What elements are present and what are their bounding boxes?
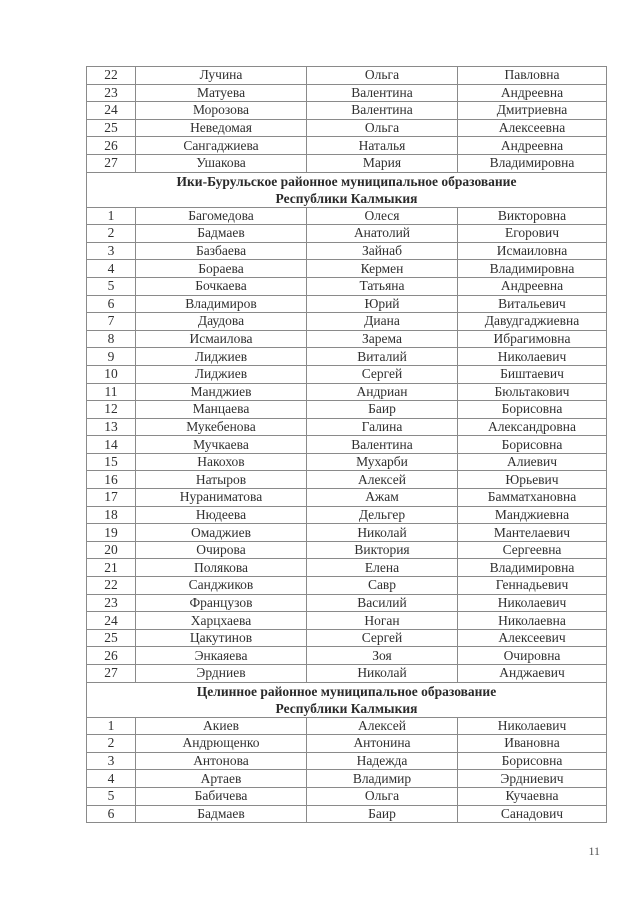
surname-cell: Нюдеева bbox=[136, 506, 307, 524]
row-number: 27 bbox=[87, 154, 136, 172]
first-name-cell: Алексей bbox=[307, 471, 458, 489]
table-row bbox=[87, 752, 607, 770]
table-row bbox=[87, 665, 607, 683]
row-number: 16 bbox=[87, 471, 136, 489]
section-header-row bbox=[87, 172, 607, 207]
first-name-cell: Елена bbox=[307, 559, 458, 577]
row-number: 5 bbox=[87, 277, 136, 295]
row-number: 5 bbox=[87, 787, 136, 805]
surname-cell: Накохов bbox=[136, 453, 307, 471]
table-row bbox=[87, 225, 607, 243]
surname-cell: Манцаева bbox=[136, 401, 307, 419]
table-row bbox=[87, 612, 607, 630]
table-row bbox=[87, 137, 607, 155]
table-row bbox=[87, 313, 607, 331]
table-row bbox=[87, 277, 607, 295]
patronymic-cell: Николаевич bbox=[458, 594, 607, 612]
table-row bbox=[87, 524, 607, 542]
table-row bbox=[87, 577, 607, 595]
table-row bbox=[87, 453, 607, 471]
row-number: 3 bbox=[87, 242, 136, 260]
patronymic-cell: Витальевич bbox=[458, 295, 607, 313]
row-number: 6 bbox=[87, 805, 136, 823]
surname-cell: Матуева bbox=[136, 84, 307, 102]
patronymic-cell: Борисовна bbox=[458, 401, 607, 419]
first-name-cell: Ольга bbox=[307, 67, 458, 85]
surname-cell: Очирова bbox=[136, 541, 307, 559]
patronymic-cell: Манджиевна bbox=[458, 506, 607, 524]
row-number: 26 bbox=[87, 647, 136, 665]
first-name-cell: Диана bbox=[307, 313, 458, 331]
table-row bbox=[87, 207, 607, 225]
row-number: 25 bbox=[87, 629, 136, 647]
first-name-cell: Ольга bbox=[307, 787, 458, 805]
surname-cell: Акиев bbox=[136, 717, 307, 735]
patronymic-cell: Владимировна bbox=[458, 260, 607, 278]
row-number: 1 bbox=[87, 717, 136, 735]
patronymic-cell: Владимировна bbox=[458, 154, 607, 172]
row-number: 21 bbox=[87, 559, 136, 577]
table-row bbox=[87, 260, 607, 278]
patronymic-cell: Геннадьевич bbox=[458, 577, 607, 595]
patronymic-cell: Андреевна bbox=[458, 277, 607, 295]
surname-cell: Бочкаева bbox=[136, 277, 307, 295]
patronymic-cell: Бюльтакович bbox=[458, 383, 607, 401]
surname-cell: Базбаева bbox=[136, 242, 307, 260]
table-row bbox=[87, 594, 607, 612]
patronymic-cell: Кучаевна bbox=[458, 787, 607, 805]
table-row bbox=[87, 365, 607, 383]
table-row bbox=[87, 506, 607, 524]
row-number: 8 bbox=[87, 330, 136, 348]
patronymic-cell: Николаевич bbox=[458, 717, 607, 735]
first-name-cell: Дельгер bbox=[307, 506, 458, 524]
row-number: 14 bbox=[87, 436, 136, 454]
first-name-cell: Виктория bbox=[307, 541, 458, 559]
row-number: 23 bbox=[87, 594, 136, 612]
patronymic-cell: Владимировна bbox=[458, 559, 607, 577]
surname-cell: Манджиев bbox=[136, 383, 307, 401]
patronymic-cell: Мантелаевич bbox=[458, 524, 607, 542]
table-row bbox=[87, 102, 607, 120]
first-name-cell: Владимир bbox=[307, 770, 458, 788]
first-name-cell: Мария bbox=[307, 154, 458, 172]
row-number: 25 bbox=[87, 119, 136, 137]
surname-cell: Сангаджиева bbox=[136, 137, 307, 155]
patronymic-cell: Давудгаджиевна bbox=[458, 313, 607, 331]
row-number: 9 bbox=[87, 348, 136, 366]
row-number: 2 bbox=[87, 225, 136, 243]
row-number: 19 bbox=[87, 524, 136, 542]
table-row bbox=[87, 770, 607, 788]
first-name-cell: Анатолий bbox=[307, 225, 458, 243]
patronymic-cell: Очировна bbox=[458, 647, 607, 665]
surname-cell: Энкаяева bbox=[136, 647, 307, 665]
surname-cell: Мучкаева bbox=[136, 436, 307, 454]
table-row bbox=[87, 629, 607, 647]
surname-cell: Бораева bbox=[136, 260, 307, 278]
surname-cell: Французов bbox=[136, 594, 307, 612]
patronymic-cell: Санадович bbox=[458, 805, 607, 823]
surname-cell: Даудова bbox=[136, 313, 307, 331]
row-number: 24 bbox=[87, 102, 136, 120]
patronymic-cell: Николаевич bbox=[458, 348, 607, 366]
section-title-line2: Республики Калмыкия bbox=[275, 190, 418, 206]
first-name-cell: Баир bbox=[307, 401, 458, 419]
patronymic-cell: Алиевич bbox=[458, 453, 607, 471]
surname-cell: Бадмаев bbox=[136, 805, 307, 823]
table-row bbox=[87, 383, 607, 401]
table-row bbox=[87, 242, 607, 260]
first-name-cell: Валентина bbox=[307, 436, 458, 454]
table-row bbox=[87, 735, 607, 753]
first-name-cell: Татьяна bbox=[307, 277, 458, 295]
surname-cell: Санджиков bbox=[136, 577, 307, 595]
row-number: 1 bbox=[87, 207, 136, 225]
patronymic-cell: Борисовна bbox=[458, 752, 607, 770]
first-name-cell: Валентина bbox=[307, 84, 458, 102]
names-table bbox=[86, 66, 607, 823]
patronymic-cell: Ивановна bbox=[458, 735, 607, 753]
first-name-cell: Андриан bbox=[307, 383, 458, 401]
first-name-cell: Юрий bbox=[307, 295, 458, 313]
first-name-cell: Наталья bbox=[307, 137, 458, 155]
surname-cell: Багомедова bbox=[136, 207, 307, 225]
section-title-line1: Ики-Бурульское районное муниципальное образование bbox=[176, 173, 517, 189]
patronymic-cell: Андреевна bbox=[458, 137, 607, 155]
row-number: 24 bbox=[87, 612, 136, 630]
row-number: 27 bbox=[87, 665, 136, 683]
row-number: 4 bbox=[87, 260, 136, 278]
surname-cell: Андрющенко bbox=[136, 735, 307, 753]
section-header-row bbox=[87, 682, 607, 717]
row-number: 17 bbox=[87, 489, 136, 507]
row-number: 12 bbox=[87, 401, 136, 419]
row-number: 22 bbox=[87, 67, 136, 85]
first-name-cell: Надежда bbox=[307, 752, 458, 770]
surname-cell: Нураниматова bbox=[136, 489, 307, 507]
first-name-cell: Зоя bbox=[307, 647, 458, 665]
patronymic-cell: Юрьевич bbox=[458, 471, 607, 489]
first-name-cell: Зарема bbox=[307, 330, 458, 348]
surname-cell: Цакутинов bbox=[136, 629, 307, 647]
row-number: 23 bbox=[87, 84, 136, 102]
patronymic-cell: Николаевна bbox=[458, 612, 607, 630]
surname-cell: Лучина bbox=[136, 67, 307, 85]
first-name-cell: Николай bbox=[307, 665, 458, 683]
first-name-cell: Антонина bbox=[307, 735, 458, 753]
surname-cell: Натыров bbox=[136, 471, 307, 489]
patronymic-cell: Бамматхановна bbox=[458, 489, 607, 507]
first-name-cell: Ольга bbox=[307, 119, 458, 137]
table-row bbox=[87, 805, 607, 823]
patronymic-cell: Дмитриевна bbox=[458, 102, 607, 120]
patronymic-cell: Анджаевич bbox=[458, 665, 607, 683]
first-name-cell: Олеся bbox=[307, 207, 458, 225]
surname-cell: Ушакова bbox=[136, 154, 307, 172]
row-number: 15 bbox=[87, 453, 136, 471]
first-name-cell: Галина bbox=[307, 418, 458, 436]
section-title bbox=[87, 682, 607, 717]
patronymic-cell: Алексеевна bbox=[458, 119, 607, 137]
surname-cell: Омаджиев bbox=[136, 524, 307, 542]
surname-cell: Эрдниев bbox=[136, 665, 307, 683]
row-number: 10 bbox=[87, 365, 136, 383]
table-row bbox=[87, 119, 607, 137]
surname-cell: Полякова bbox=[136, 559, 307, 577]
first-name-cell: Виталий bbox=[307, 348, 458, 366]
row-number: 22 bbox=[87, 577, 136, 595]
table-row bbox=[87, 154, 607, 172]
first-name-cell: Баир bbox=[307, 805, 458, 823]
patronymic-cell: Борисовна bbox=[458, 436, 607, 454]
table-row bbox=[87, 330, 607, 348]
row-number: 4 bbox=[87, 770, 136, 788]
first-name-cell: Василий bbox=[307, 594, 458, 612]
surname-cell: Морозова bbox=[136, 102, 307, 120]
table-row bbox=[87, 67, 607, 85]
first-name-cell: Николай bbox=[307, 524, 458, 542]
first-name-cell: Ажам bbox=[307, 489, 458, 507]
table-row bbox=[87, 647, 607, 665]
first-name-cell: Ноган bbox=[307, 612, 458, 630]
section-title-line2: Республики Калмыкия bbox=[275, 700, 418, 716]
patronymic-cell: Сергеевна bbox=[458, 541, 607, 559]
surname-cell: Харцхаева bbox=[136, 612, 307, 630]
patronymic-cell: Викторовна bbox=[458, 207, 607, 225]
surname-cell: Неведомая bbox=[136, 119, 307, 137]
first-name-cell: Мухарби bbox=[307, 453, 458, 471]
table-row bbox=[87, 84, 607, 102]
row-number: 7 bbox=[87, 313, 136, 331]
row-number: 3 bbox=[87, 752, 136, 770]
first-name-cell: Алексей bbox=[307, 717, 458, 735]
surname-cell: Мукебенова bbox=[136, 418, 307, 436]
patronymic-cell: Алексеевич bbox=[458, 629, 607, 647]
surname-cell: Лиджиев bbox=[136, 348, 307, 366]
patronymic-cell: Александровна bbox=[458, 418, 607, 436]
surname-cell: Исмаилова bbox=[136, 330, 307, 348]
first-name-cell: Сергей bbox=[307, 365, 458, 383]
surname-cell: Владимиров bbox=[136, 295, 307, 313]
row-number: 18 bbox=[87, 506, 136, 524]
patronymic-cell: Исмаиловна bbox=[458, 242, 607, 260]
table-row bbox=[87, 787, 607, 805]
surname-cell: Антонова bbox=[136, 752, 307, 770]
patronymic-cell: Ибрагимовна bbox=[458, 330, 607, 348]
table-row bbox=[87, 295, 607, 313]
row-number: 2 bbox=[87, 735, 136, 753]
table-row bbox=[87, 717, 607, 735]
section-title-line1: Целинное районное муниципальное образование bbox=[196, 683, 497, 699]
first-name-cell: Кермен bbox=[307, 260, 458, 278]
surname-cell: Бадмаев bbox=[136, 225, 307, 243]
table-row bbox=[87, 471, 607, 489]
surname-cell: Лиджиев bbox=[136, 365, 307, 383]
page-number: 11 bbox=[588, 844, 600, 858]
table-row bbox=[87, 436, 607, 454]
first-name-cell: Сергей bbox=[307, 629, 458, 647]
table-row bbox=[87, 489, 607, 507]
first-name-cell: Валентина bbox=[307, 102, 458, 120]
row-number: 20 bbox=[87, 541, 136, 559]
row-number: 11 bbox=[87, 383, 136, 401]
names-table-body bbox=[87, 67, 607, 823]
patronymic-cell: Эрдниевич bbox=[458, 770, 607, 788]
patronymic-cell: Егорович bbox=[458, 225, 607, 243]
row-number: 13 bbox=[87, 418, 136, 436]
table-row bbox=[87, 559, 607, 577]
table-row bbox=[87, 418, 607, 436]
patronymic-cell: Павловна bbox=[458, 67, 607, 85]
table-row bbox=[87, 348, 607, 366]
table-row bbox=[87, 401, 607, 419]
row-number: 26 bbox=[87, 137, 136, 155]
surname-cell: Бабичева bbox=[136, 787, 307, 805]
row-number: 6 bbox=[87, 295, 136, 313]
section-title bbox=[87, 172, 607, 207]
table-row bbox=[87, 541, 607, 559]
patronymic-cell: Андреевна bbox=[458, 84, 607, 102]
first-name-cell: Зайнаб bbox=[307, 242, 458, 260]
patronymic-cell: Биштаевич bbox=[458, 365, 607, 383]
surname-cell: Артаев bbox=[136, 770, 307, 788]
first-name-cell: Савр bbox=[307, 577, 458, 595]
